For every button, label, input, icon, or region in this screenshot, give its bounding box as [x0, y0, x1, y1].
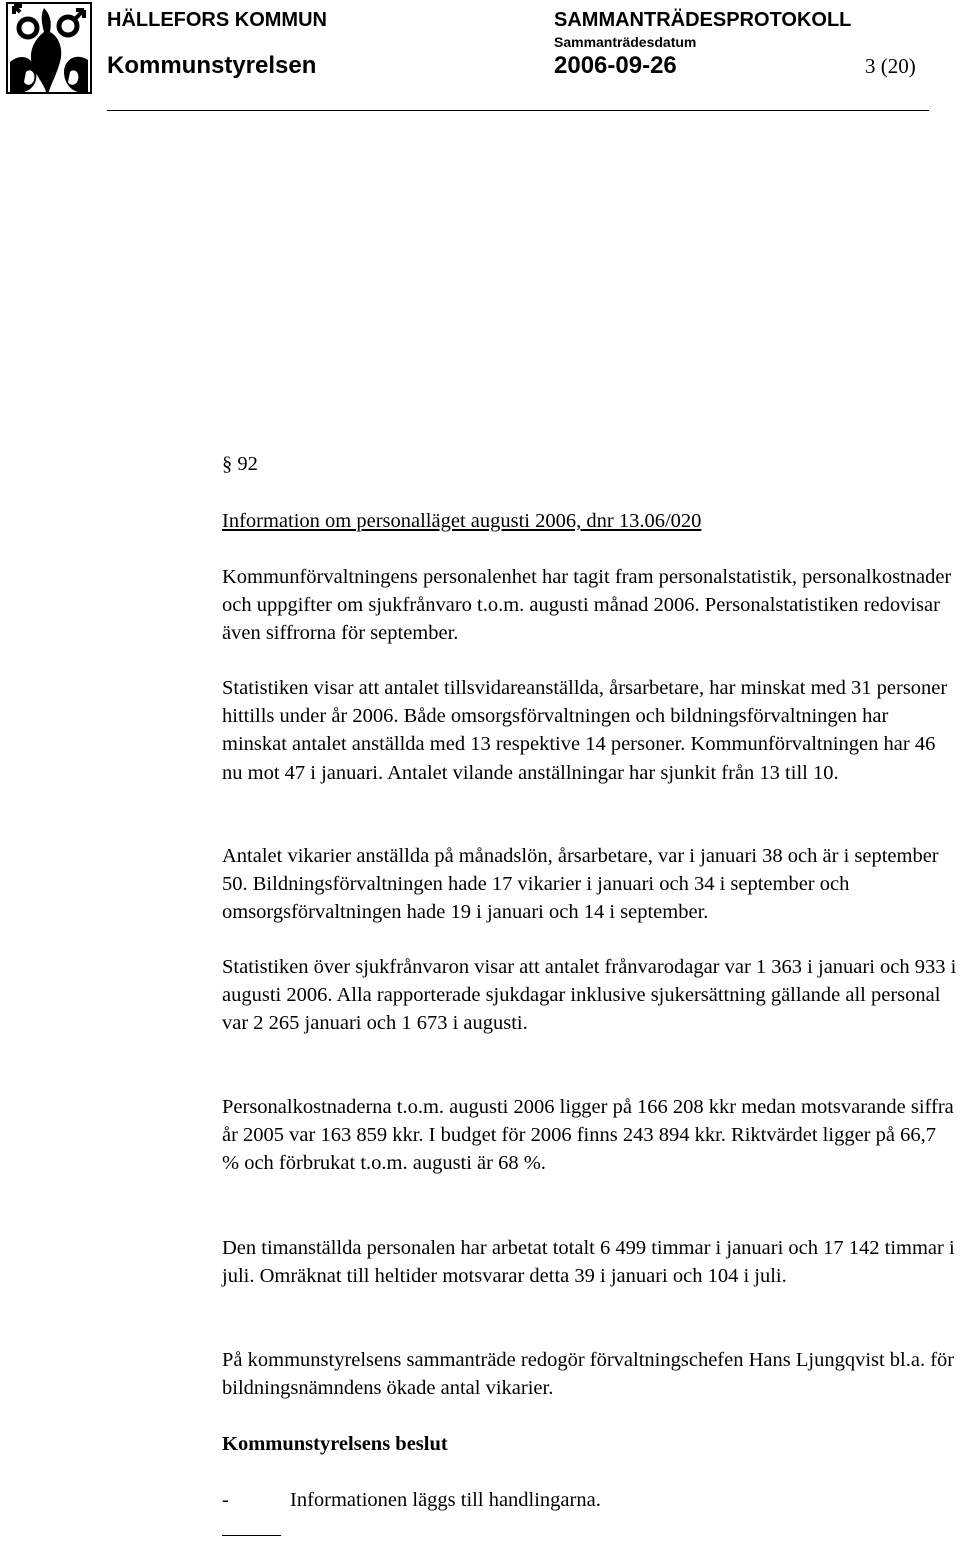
- municipality-name: HÄLLEFORS KOMMUN: [107, 9, 327, 31]
- committee-name: Kommunstyrelsen: [107, 52, 317, 79]
- decision-heading: Kommunstyrelsens beslut: [222, 1433, 448, 1455]
- page-number: 3 (20): [865, 54, 916, 78]
- body-paragraph: Statistiken över sjukfrånvaron visar att antalet frånvarodagar var 1 363 i januari och 933 i augusti 2006. Alla rapporterade sjukdagar inklusive sjukersättning gällande all personal var 2 265 januari och 1 673 i augusti.: [222, 956, 957, 1035]
- meeting-date-label: Sammanträdesdatum: [554, 34, 697, 50]
- document-type: SAMMANTRÄDESPROTOKOLL: [554, 9, 852, 31]
- body-paragraph: Den timanställda personalen har arbetat totalt 6 499 timmar i januari och 17 142 timmar i juli. Omräknat till heltider motsvarar detta 39 i januari och 104 i juli.: [222, 1237, 955, 1288]
- body-paragraph: Statistiken visar att antalet tillsvidareanställda, årsarbetare, har minskat med 31 personer hittills under år 2006. Både omsorgsförvaltningen och bildningsförvaltningen har minskat antalet anställda med 13 respektive 14 personer. Kommunförvaltningen har 46 nu mot 47 i januari. Antalet vilande anställningar har sjunkit från 13 till 10.: [222, 677, 948, 784]
- section-number: § 92: [222, 453, 258, 475]
- meeting-date: 2006-09-26: [554, 52, 677, 79]
- decision-item: [222, 1486, 601, 1514]
- decision-item-text: Informationen läggs till handlingarna.: [290, 1489, 601, 1511]
- body-paragraph: Kommunförvaltningens personalenhet har tagit fram personalstatistik, personalkostnader och uppgifter om sjukfrånvaro t.o.m. augusti månad 2006. Personalstatistiken redovisar även siffrorna för september.: [222, 566, 952, 645]
- end-divider: [222, 1535, 281, 1536]
- list-dash: -: [222, 1489, 229, 1511]
- section-title: Information om personalläget augusti 2006, dnr 13.06/020: [222, 510, 702, 532]
- header-divider: [107, 110, 929, 111]
- municipal-coat-of-arms-icon: [6, 2, 92, 94]
- body-paragraph: Personalkostnaderna t.o.m. augusti 2006 ligger på 166 208 kkr medan motsvarande siffra år 2005 var 163 859 kkr. I budget för 2006 finns 243 894 kkr. Riktvärdet ligger på 66,7 % och förbrukat t.o.m. augusti är 68 %.: [222, 1096, 954, 1175]
- body-paragraph: På kommunstyrelsens sammanträde redogör förvaltningschefen Hans Ljungqvist bl.a. för bildningsnämndens ökade antal vikarier.: [222, 1349, 955, 1400]
- body-paragraph: Antalet vikarier anställda på månadslön, årsarbetare, var i januari 38 och är i september 50. Bildningsförvaltningen hade 17 vikarier i januari och 34 i september och omsorgsförvaltningen hade 19 i januari och 14 i september.: [222, 845, 939, 924]
